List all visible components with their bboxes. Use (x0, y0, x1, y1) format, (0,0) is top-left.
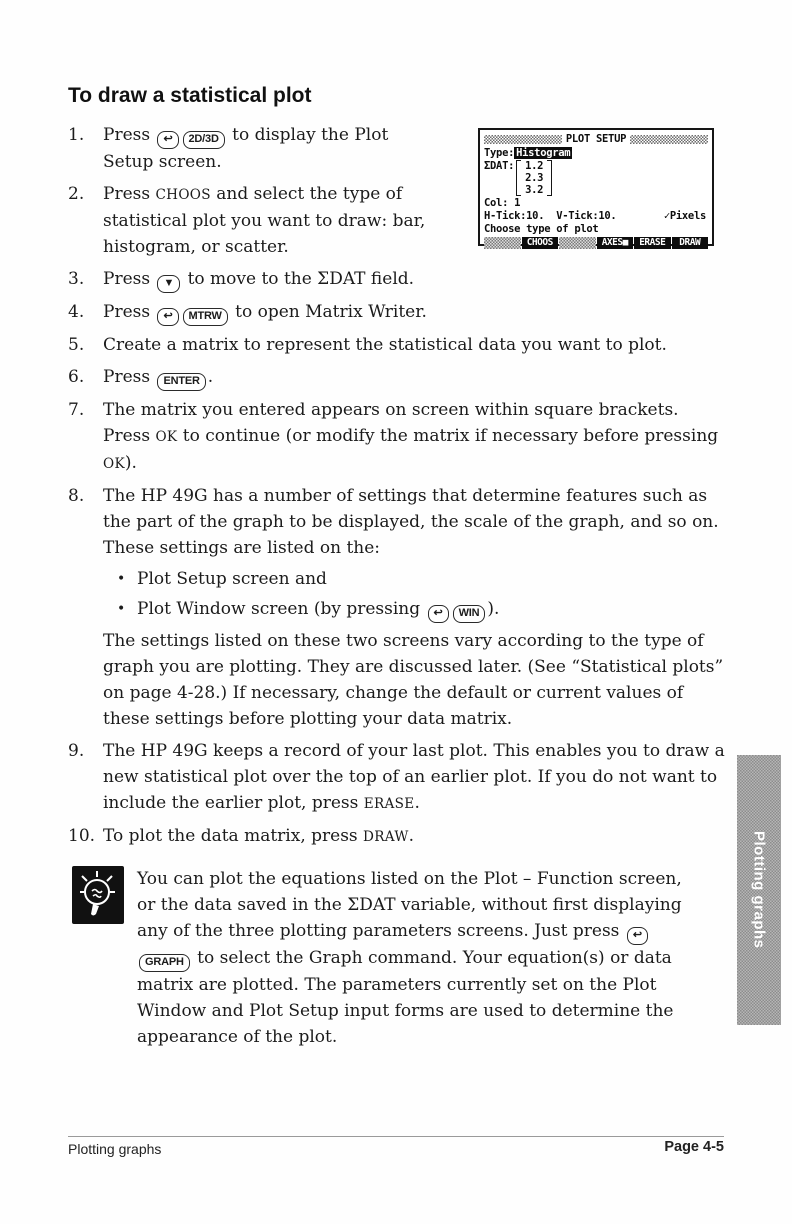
step-item (68, 299, 728, 326)
calculator-screenshot (478, 128, 714, 246)
text-run: The settings listed on these two screens vary according to the type of graph you are plotting. They are discussed later. (See “Statistical plots” on page 4-28.) If necessary, change the default or current values of these settings before plotting your data matrix. (103, 631, 724, 729)
tip-note (68, 866, 728, 1050)
step-text (103, 266, 728, 293)
bullet-text (137, 566, 327, 592)
text-run: to display the Plot Setup screen. (103, 125, 389, 172)
step-number: 3. (68, 269, 85, 289)
softmenu-erase-button: ERASE (634, 237, 671, 249)
graph-key-icon: GRAPH (139, 954, 190, 972)
softmenu-empty-slot (484, 237, 521, 249)
bullet-item (117, 596, 728, 623)
type-label: Type: (484, 147, 515, 159)
softkey-name: OK (155, 429, 178, 445)
titlebar-hatch-right (630, 135, 708, 144)
left-shift-key-icon: ↩ (428, 605, 449, 623)
softkey-name: OK (103, 456, 125, 472)
step-text (103, 483, 728, 732)
step-item (68, 483, 728, 732)
step-text (103, 397, 728, 477)
step-text (103, 823, 728, 850)
matrix-right-bracket (547, 160, 552, 196)
softmenu-axes-button: AXES■ (597, 237, 634, 249)
step-number: 1. (68, 125, 85, 145)
chapter-side-tab (737, 755, 781, 1025)
text-run: Press (103, 269, 156, 289)
text-run: The matrix you entered appears on screen within square brackets. Press (103, 400, 679, 446)
step-number: 8. (68, 486, 85, 506)
footer-divider (68, 1136, 724, 1137)
2d3d-key-icon: 2D/3D (183, 131, 225, 149)
left-shift-key-icon: ↩ (157, 131, 178, 149)
softkey-name: CHOOS (155, 187, 211, 203)
titlebar-hatch-left (484, 135, 562, 144)
matrix-cell: 3.2 (525, 184, 544, 196)
softmenu-choos-button: CHOOS (522, 237, 559, 249)
text-run: Plot Setup screen and (137, 569, 327, 589)
step-item (68, 397, 728, 477)
step-text (103, 364, 728, 391)
lightbulb-tip-icon (72, 866, 124, 1050)
step-item (68, 823, 728, 850)
step-number: 2. (68, 184, 85, 204)
bullet-list (103, 566, 728, 623)
text-run: Press (103, 125, 156, 145)
text-run: ). (487, 599, 500, 619)
matrix-rows (521, 160, 547, 196)
left-shift-key-icon: ↩ (627, 927, 648, 945)
side-tab-label: Plotting graphs (750, 831, 768, 949)
softmenu-empty-slot (559, 237, 596, 249)
step-number: 9. (68, 741, 85, 761)
text-run: Plot Window screen (by pressing (137, 599, 426, 619)
text-run: to move to the ΣDAT field. (182, 269, 415, 289)
sigma-dat-matrix (516, 160, 552, 196)
status-line: Choose type of plot (484, 223, 599, 235)
step-text (103, 299, 728, 326)
page-title: To draw a statistical plot (68, 84, 312, 107)
text-run: . (414, 793, 420, 813)
text-run: The HP 49G keeps a record of your last plot. This enables you to draw a new statistical plot over the top of an earlier plot. If you do not want to include the earlier plot, press (103, 741, 725, 813)
text-run: Create a matrix to represent the statistical data you want to plot. (103, 335, 667, 355)
step-item (68, 364, 728, 391)
bullet-dot: • (117, 571, 126, 587)
text-run: You can plot the equations listed on the Plot – Function screen, or the data saved in the ΣDAT variable, without first displaying any of the three plotting parameters screens. Just press (137, 869, 682, 941)
softmenu-draw-button: DRAW (672, 237, 709, 249)
h-tick-value: H-Tick:10. (484, 210, 545, 222)
mtrw-key-icon: MTRW (183, 308, 228, 326)
text-run: ). (124, 453, 137, 473)
text-run: to continue (or modify the matrix if necessary before pressing (177, 426, 719, 446)
plot-setup-titlebar (484, 133, 708, 146)
text-run: The HP 49G has a number of settings that determine features such as the part of the graph to be displayed, the scale of the graph, and so on. These settings are listed on the: (103, 486, 719, 558)
text-run: to select the Graph command. Your equation(s) or data matrix are plotted. The parameters currently set on the Plot Window and Plot Setup input forms are used to determine the appearance of the plot. (137, 948, 674, 1047)
text-run: and select the type of statistical plot you want to draw: bar, histogram, or scatter. (103, 184, 426, 257)
softkey-name: DRAW (363, 829, 409, 845)
text-run: to open Matrix Writer. (229, 302, 427, 322)
step-continuation (103, 628, 728, 732)
matrix-cell: 2.3 (525, 172, 544, 184)
step-text (103, 332, 728, 358)
win-key-icon: WIN (453, 605, 486, 623)
sigma-dat-field-row (484, 160, 708, 196)
bullet-item (117, 566, 728, 592)
type-field-row (484, 147, 708, 160)
text-run: . (408, 826, 415, 846)
step-number: 7. (68, 400, 85, 420)
softkey-name: ERASE (363, 796, 415, 812)
step-text (103, 181, 443, 260)
step-text (103, 122, 443, 175)
tip-text (137, 866, 699, 1050)
matrix-cell: 1.2 (525, 160, 544, 172)
pixels-checkbox: ✓Pixels (663, 210, 706, 222)
left-shift-key-icon: ↩ (157, 308, 178, 326)
down-arrow-key-icon: ▼ (157, 275, 180, 293)
step-number: 10. (68, 826, 96, 846)
tick-settings-row (484, 210, 708, 223)
text-run: . (207, 367, 214, 387)
text-run: To plot the data matrix, press (103, 826, 364, 846)
step-number: 5. (68, 335, 85, 355)
footer-chapter-title: Plotting graphs (68, 1141, 162, 1157)
step-item (68, 738, 728, 817)
bullet-text (137, 596, 499, 623)
bullet-dot: • (117, 601, 126, 617)
step-text (103, 738, 728, 817)
steps-container (68, 122, 728, 1050)
sigma-dat-label: ΣDAT: (484, 160, 515, 172)
footer-page-number: Page 4-5 (664, 1139, 724, 1155)
col-field-row: Col: 1 (484, 197, 521, 209)
step-item (68, 332, 728, 358)
step-number: 6. (68, 367, 85, 387)
plot-setup-title: PLOT SETUP (565, 133, 627, 145)
type-value-highlighted: Histogram (516, 147, 571, 159)
soft-menu-row (484, 237, 708, 249)
text-run: Press (103, 184, 156, 204)
v-tick-value: V-Tick:10. (556, 210, 617, 222)
step-number: 4. (68, 302, 85, 322)
step-item (68, 266, 728, 293)
text-run: Press (103, 302, 156, 322)
enter-key-icon: ENTER (157, 373, 205, 391)
text-run: Press (103, 367, 156, 387)
